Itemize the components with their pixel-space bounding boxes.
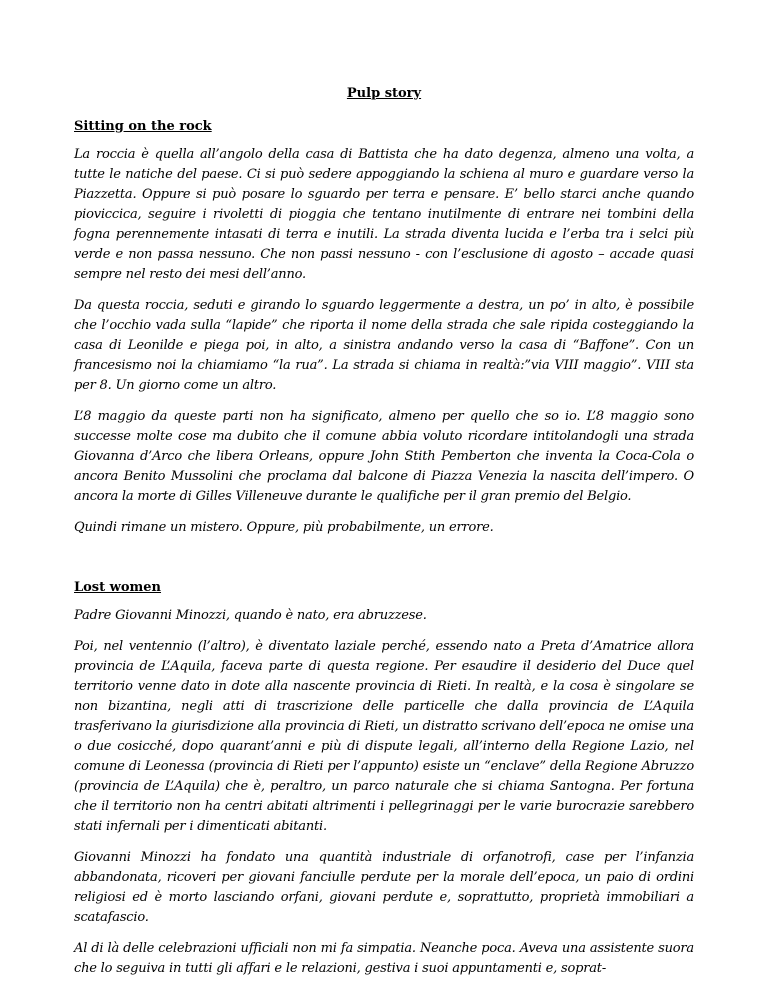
- section-sitting-on-the-rock: [74, 118, 694, 538]
- section-spacer: [74, 549, 694, 579]
- section-heading: Lost women: [74, 580, 162, 595]
- paragraph: Giovanni Minozzi ha fondato una quantità industriale di orfanotrofi, case per l’infanzia abbandonata, ricoveri per giovani fanciulle perdute per la morale dell’epoca, un paio di ordini religiosi ed è morto lasciando orfani, giovani perdute e, soprattutto, proprietà immobiliari a scatafascio.: [74, 850, 694, 925]
- paragraph: La roccia è quella all’angolo della casa di Battista che ha dato degenza, almeno una volta, a tutte le natiche del paese. Ci si può sedere appoggiando la schiena al muro e guardare verso la Piazzetta. Oppure si può posare lo sguardo per terra e pensare. E’ bello starci anche quando pioviccica, seguire i rivoletti di pioggia che tentano inutilmente di entrare nei tombini della fogna perennemente intasati di terra e inutili. La strada diventa lucida e l’erba tra i selci più verde e non passa nessuno. Che non passi nessuno - con l’esclusione di agosto – accade quasi sempre nel resto dei mesi dell’anno.: [74, 147, 694, 282]
- paragraph: Da questa roccia, seduti e girando lo sguardo leggermente a destra, un po’ in alto, è possibile che l’occhio vada sulla “lapide” che riporta il nome della strada che sale ripida costeggiando la casa di Leonilde e piega poi, in alto, a sinistra andando verso la casa di “Baffone”. Con un francesismo noi la chiamiamo “la rua”. La strada si chiama in realtà:”via VIII maggio”. VIII sta per 8. Un giorno come un altro.: [74, 298, 694, 393]
- paragraph: Poi, nel ventennio (l’altro), è diventato laziale perché, essendo nato a Preta d’Amatrice allora provincia de L’Aquila, faceva parte di questa regione. Per esaudire il desiderio del Duce quel territorio venne dato in dote alla nascente provincia di Rieti. In realtà, e la cosa è singolare se non bizantina, negli atti di trascrizione delle particelle che dalla provincia de L’Aquila trasferivano la giurisdizione alla provincia di Rieti, un distratto scrivano dell’epoca ne omise una o due cosicché, dopo quarant’anni e più di dispute legali, all’interno della Regione Lazio, nel comune di Leonessa (provincia di Rieti per l’appunto) esiste un “enclave” della Regione Abruzzo (provincia de L’Aquila) che è, peraltro, un parco naturale che si chiama Santogna. Per fortuna che il territorio non ha centri abitati altrimenti i pellegrinaggi per le varie burocrazie sarebbero stati infernali per i dimenticati abitanti.: [74, 639, 694, 834]
- paragraph: Al di là delle celebrazioni ufficiali non mi fa simpatia. Neanche poca. Aveva una assistente suora che lo seguiva in tutti gli affari e le relazioni, gestiva i suoi appuntamenti e, soprat-: [74, 941, 694, 976]
- paragraph: Padre Giovanni Minozzi, quando è nato, era abruzzese.: [74, 608, 427, 623]
- paragraph: Quindi rimane un mistero. Oppure, più probabilmente, un errore.: [74, 520, 494, 535]
- section-lost-women: [74, 579, 694, 979]
- document-title: Pulp story: [346, 86, 422, 101]
- paragraph: L’8 maggio da queste parti non ha significato, almeno per quello che so io. L’8 maggio sono successe molte cose ma dubito che il comune abbia voluto ricordare intitolandogli una strada Giovanna d’Arco che libera Orleans, oppure John Stith Pemberton che inventa la Coca-Cola o ancora Benito Mussolini che proclama dal balcone di Piazza Venezia la nascita dell’impero. O ancora la morte di Gilles Villeneuve durante le qualifiche per il gran premio del Belgio.: [74, 409, 694, 504]
- section-heading: Sitting on the rock: [74, 119, 212, 134]
